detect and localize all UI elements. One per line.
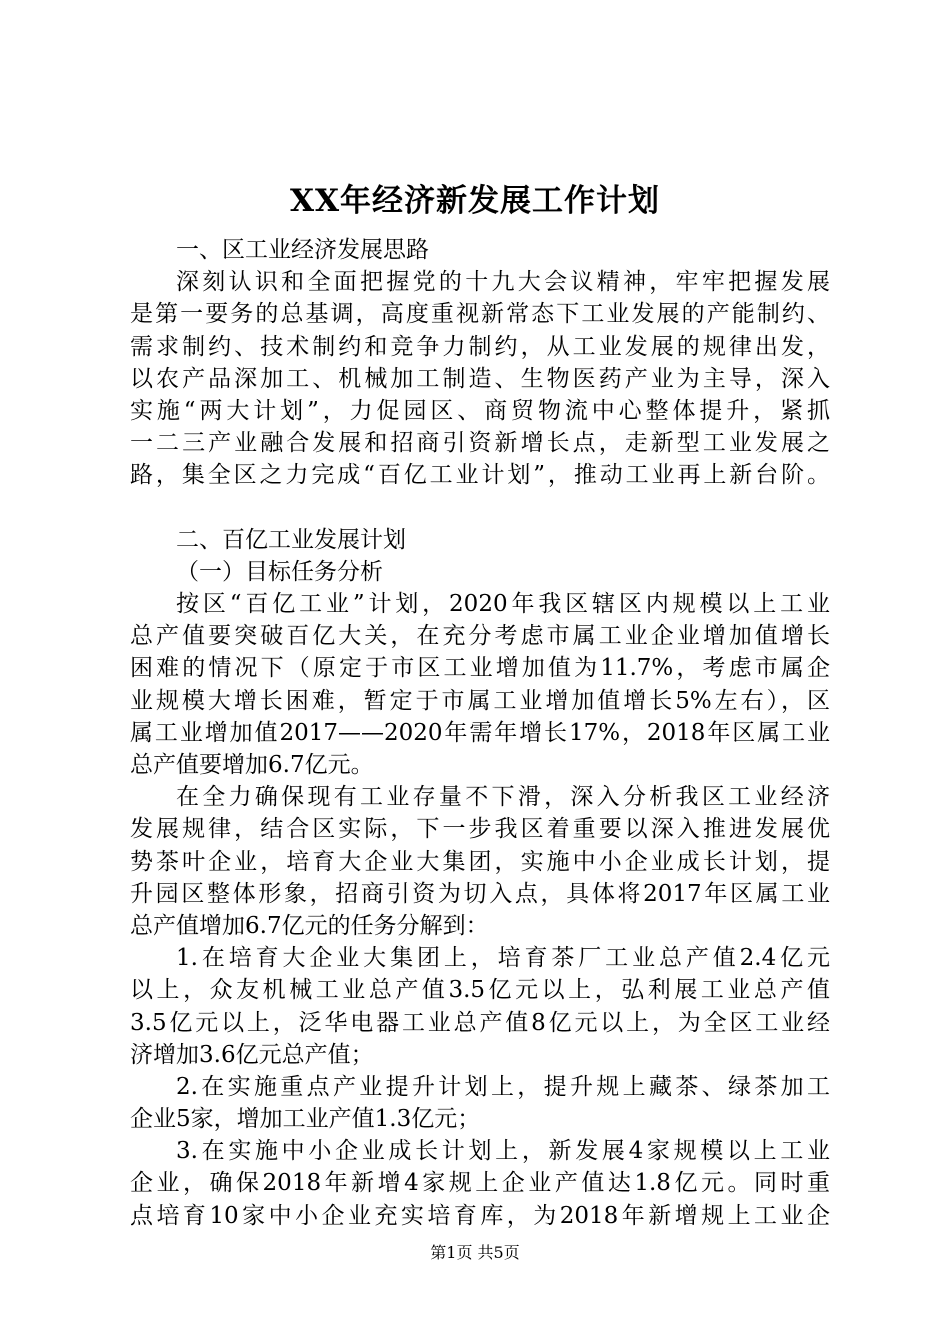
paragraph-line: 二、百亿工业发展计划 (176, 526, 406, 553)
paragraph-line: 以农产品深加工、机械加工制造、生物医药产业为主导，深入 (130, 365, 830, 392)
paragraph-line: 属工业增加值2017——2020年需年增长17%，2018年区属工业 (130, 719, 830, 746)
paragraph-line: 在全力确保现有工业存量不下滑，深入分析我区工业经济 (176, 784, 830, 811)
page-number-footer: 第1页 共5页 (430, 1243, 520, 1262)
paragraph-line: 业规模大增长困难，暂定于市属工业增加值增长5%左右），区 (130, 687, 830, 714)
paragraph-line: 按区“百亿工业”计划，2020年我区辖区内规模以上工业 (176, 591, 830, 618)
paragraph-line: 点培育10家中小企业充实培育库，为2018年新增规上工业企 (130, 1202, 830, 1229)
paragraph-line: 3.5亿元以上，泛华电器工业总产值8亿元以上，为全区工业经 (130, 1009, 830, 1036)
paragraph-line: 企业，确保2018年新增4家规上企业产值达1.8亿元。同时重 (130, 1170, 830, 1197)
paragraph-line: 发展规律，结合区实际，下一步我区着重要以深入推进发展优 (130, 816, 830, 843)
paragraph-line: 总产值要突破百亿大关，在充分考虑市属工业企业增加值增长 (130, 623, 830, 650)
paragraph-line: 升园区整体形象，招商引资为切入点，具体将2017年区属工业 (130, 880, 830, 907)
paragraph-line: （一）目标任务分析 (176, 558, 383, 585)
document-body (130, 234, 830, 1232)
paragraph-line: 2.在实施重点产业提升计划上，提升规上藏茶、绿茶加工 (176, 1073, 830, 1100)
paragraph-line: 深刻认识和全面把握党的十九大会议精神，牢牢把握发展 (176, 269, 830, 296)
paragraph-line: 济增加3.6亿元总产值； (130, 1041, 374, 1068)
blank-line (130, 492, 830, 524)
paragraph-line: 势茶叶企业，培育大企业大集团，实施中小企业成长计划，提 (130, 848, 830, 875)
paragraph-line: 一二三产业融合发展和招商引资新增长点，走新型工业发展之 (130, 430, 830, 457)
paragraph-line: 3.在实施中小企业成长计划上，新发展4家规模以上工业 (176, 1138, 830, 1165)
paragraph-line: 以上，众友机械工业总产值3.5亿元以上，弘利展工业总产值 (130, 977, 830, 1004)
paragraph-line: 路，集全区之力完成“百亿工业计划”，推动工业再上新台阶。 (130, 462, 830, 489)
paragraph-line: 需求制约、技术制约和竞争力制约，从工业发展的规律出发， (130, 333, 830, 360)
paragraph-line: 总产值增加6.7亿元的任务分解到： (130, 912, 489, 939)
paragraph-line: 一、区工业经济发展思路 (176, 237, 429, 263)
paragraph-line: 1.在培育大企业大集团上，培育茶厂工业总产值2.4亿元 (176, 945, 830, 972)
paragraph-line: 企业5家，增加工业产值1.3亿元； (130, 1106, 481, 1133)
paragraph-line: 是第一要务的总基调，高度重视新常态下工业发展的产能制约、 (130, 301, 830, 328)
document-title: XX年经济新发展工作计划 (289, 183, 661, 219)
paragraph-line: 实施“两大计划”，力促园区、商贸物流中心整体提升，紧抓 (130, 397, 830, 424)
paragraph-line: 困难的情况下（原定于市区工业增加值为11.7%，考虑市属企 (130, 655, 830, 682)
paragraph-line: 总产值要增加6.7亿元。 (130, 752, 374, 778)
